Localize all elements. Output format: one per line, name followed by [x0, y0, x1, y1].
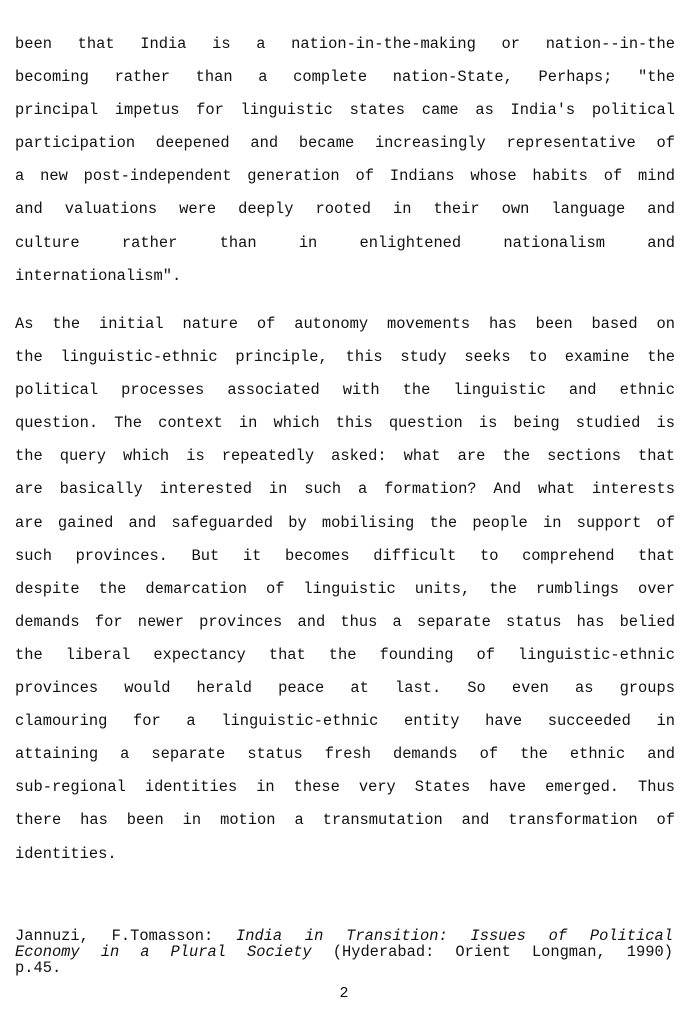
text-line: internationalism".	[15, 266, 182, 285]
text-line: attaining a separate status fresh demands of the ethnic and	[15, 745, 675, 764]
text-line: question. The context in which this question is being studied is	[15, 414, 675, 433]
footnote-line-1	[15, 928, 673, 944]
text-line: such provinces. But it becomes difficult to comprehend that	[15, 546, 675, 565]
text-line: principal impetus for linguistic states came as India's political	[15, 101, 675, 120]
text-line: are basically interested in such a formation? And what interests	[15, 480, 675, 499]
text-line: the liberal expectancy that the founding of linguistic-ethnic	[15, 645, 675, 664]
text-line: and valuations were deeply rooted in their own language and	[15, 200, 675, 219]
footnote-publisher: (Hyderabad: Orient Longman, 1990)	[311, 943, 673, 961]
text-line: despite the demarcation of linguistic units, the rumblings over	[15, 579, 675, 598]
text-line: participation deepened and became increasingly representative of	[15, 134, 675, 153]
footnote	[15, 928, 673, 976]
text-line: sub-regional identities in these very States have emerged. Thus	[15, 778, 675, 797]
paragraph-2	[15, 308, 675, 871]
paragraph-1	[15, 28, 675, 293]
text-line: demands for newer provinces and thus a separate status has belied	[15, 612, 675, 631]
text-line: culture rather than in enlightened nationalism and	[15, 233, 675, 252]
footnote-title-part-2: Economy in a Plural Society	[15, 943, 312, 961]
text-line: been that India is a nation-in-the-making or nation--in-the	[15, 35, 675, 53]
footnote-author: Jannuzi, F.Tomasson:	[15, 927, 236, 945]
text-line: identities.	[15, 844, 117, 863]
text-line: As the initial nature of autonomy movements has been based on	[15, 315, 675, 333]
text-line: a new post-independent generation of Indians whose habits of mind	[15, 167, 675, 186]
text-line: political processes associated with the linguistic and ethnic	[15, 381, 675, 400]
text-line: the query which is repeatedly asked: what are the sections that	[15, 447, 675, 466]
text-line: becoming rather than a complete nation-State, Perhaps; "the	[15, 68, 675, 87]
text-line: there has been in motion a transmutation and transformation of	[15, 811, 675, 830]
footnote-line-2	[15, 944, 673, 960]
page-number: 2	[339, 985, 349, 1002]
text-line: the linguistic-ethnic principle, this study seeks to examine the	[15, 348, 675, 367]
text-line: provinces would herald peace at last. So even as groups	[15, 679, 675, 698]
footnote-page-ref: p.45.	[15, 959, 62, 977]
text-line: are gained and safeguarded by mobilising the people in support of	[15, 513, 675, 532]
text-line: clamouring for a linguistic-ethnic entity have succeeded in	[15, 712, 675, 731]
footnote-title-part-1: India in Transition: Issues of Political	[235, 927, 673, 945]
